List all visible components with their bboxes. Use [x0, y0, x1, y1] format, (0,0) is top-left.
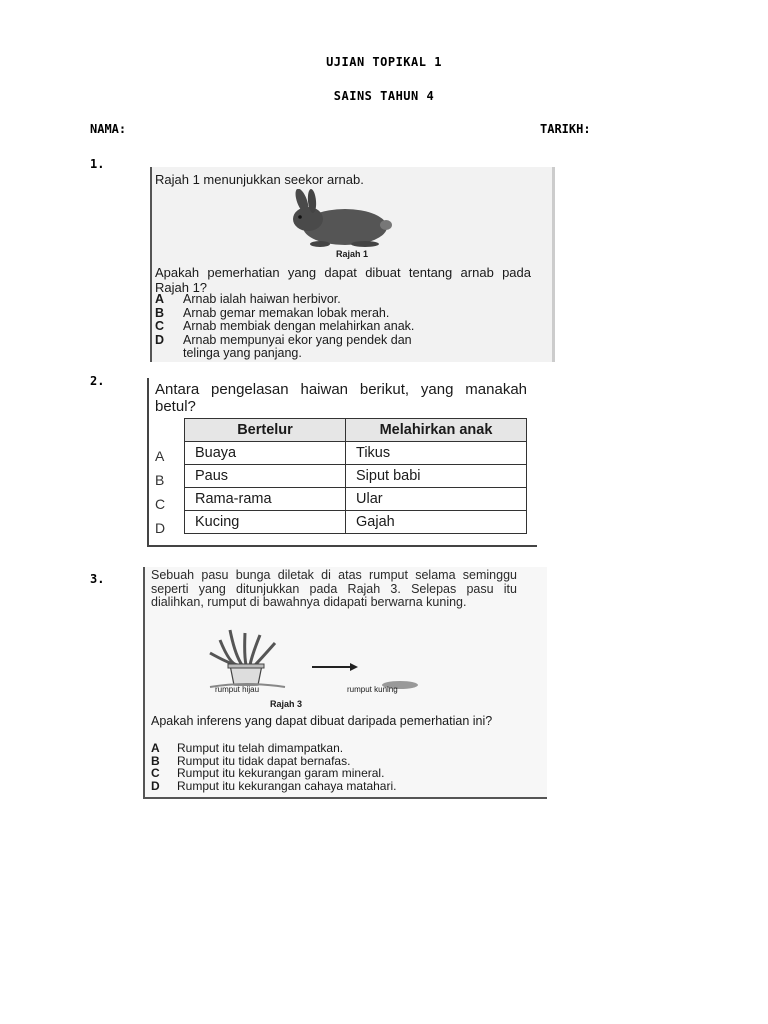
- question-1-options: [155, 293, 414, 361]
- question-2-text: Antara pengelasan haiwan berikut, yang manakah betul?: [155, 381, 527, 415]
- table-row: [185, 465, 527, 488]
- option-key: C: [151, 766, 160, 780]
- table-cell: Rama-rama: [185, 488, 346, 511]
- table-row: [185, 511, 527, 534]
- rabbit-figure: [270, 189, 400, 249]
- question-1-text: Apakah pemerhatian yang dapat dibuat tentang arnab pada Rajah 1?: [155, 265, 531, 295]
- option-key: B: [155, 305, 165, 320]
- table-row: [185, 442, 527, 465]
- table-cell: Gajah: [346, 511, 527, 534]
- option-key: D: [151, 778, 160, 793]
- question-number-2: 2.: [90, 374, 105, 388]
- question-number-1: 1.: [90, 157, 105, 171]
- option-text: Rumput itu kekurangan garam mineral.: [177, 766, 385, 780]
- option-key: D: [155, 332, 165, 347]
- option-text: telinga yang panjang.: [183, 346, 302, 360]
- option-text: Rumput itu kekurangan cahaya matahari.: [177, 778, 397, 793]
- table-cell: Buaya: [185, 442, 346, 465]
- question-number-3: 3.: [90, 572, 105, 586]
- row-key-a: A: [155, 448, 165, 464]
- figure-3-caption: Rajah 3: [270, 699, 303, 709]
- table-cell: Siput babi: [346, 465, 527, 488]
- test-title: UJIAN TOPIKAL 1: [326, 55, 442, 69]
- option-a: [155, 293, 414, 307]
- option-key: [155, 347, 183, 361]
- option-text: Rumput itu telah dimampatkan.: [177, 741, 344, 755]
- option-text: Arnab membiak dengan melahirkan anak.: [183, 319, 415, 333]
- table-header-row: [185, 419, 527, 442]
- column-header: Melahirkan anak: [346, 419, 527, 442]
- option-c: [155, 320, 414, 334]
- question-3-image: [143, 567, 547, 799]
- question-2-image: [147, 378, 537, 547]
- option-key: B: [151, 753, 160, 768]
- column-header: Bertelur: [185, 419, 346, 442]
- question-3-intro: Sebuah pasu bunga diletak di atas rumput selama seminggu seperti yang ditunjukkan pada Rajah 3. Selepas pasu itu dialihkan, rumput di bawahnya didapati berwarna kuning.: [151, 568, 517, 609]
- option-d-continued: [155, 347, 414, 361]
- option-c: [151, 767, 396, 780]
- option-text: Arnab ialah haiwan herbivor.: [183, 292, 341, 306]
- question-1-intro: Rajah 1 menunjukkan seekor arnab.: [155, 172, 364, 187]
- date-label: TARIKH:: [540, 122, 591, 136]
- green-grass-label: rumput hijau: [215, 685, 260, 694]
- question-3-options: [151, 742, 396, 792]
- option-d: [151, 780, 396, 793]
- option-text: Arnab gemar memakan lobak merah.: [183, 305, 390, 320]
- table-row: [185, 488, 527, 511]
- option-key: A: [151, 741, 160, 755]
- option-b: [155, 307, 414, 321]
- table-cell: Ular: [346, 488, 527, 511]
- figure-1-caption: Rajah 1: [335, 249, 368, 259]
- row-key-b: B: [155, 472, 165, 488]
- option-d: [155, 334, 414, 348]
- option-text: Rumput itu tidak dapat bernafas.: [177, 753, 351, 768]
- option-a: [151, 742, 396, 755]
- table-cell: Kucing: [185, 511, 346, 534]
- name-label: NAMA:: [90, 122, 127, 136]
- row-keys: [155, 444, 165, 540]
- classification-table: [184, 418, 527, 534]
- option-key: A: [155, 292, 165, 306]
- row-key-d: D: [155, 520, 166, 536]
- yellow-grass-label: rumput kuning: [347, 685, 398, 694]
- table-cell: Tikus: [346, 442, 527, 465]
- table-cell: Paus: [185, 465, 346, 488]
- question-1-image: [150, 167, 555, 362]
- option-key: C: [155, 319, 165, 333]
- subject-title: SAINS TAHUN 4: [333, 89, 435, 103]
- row-key-c: C: [155, 496, 166, 512]
- option-text: Arnab mempunyai ekor yang pendek dan: [183, 332, 412, 347]
- question-3-text: Apakah inferens yang dapat dibuat daripada pemerhatian ini?: [151, 714, 493, 728]
